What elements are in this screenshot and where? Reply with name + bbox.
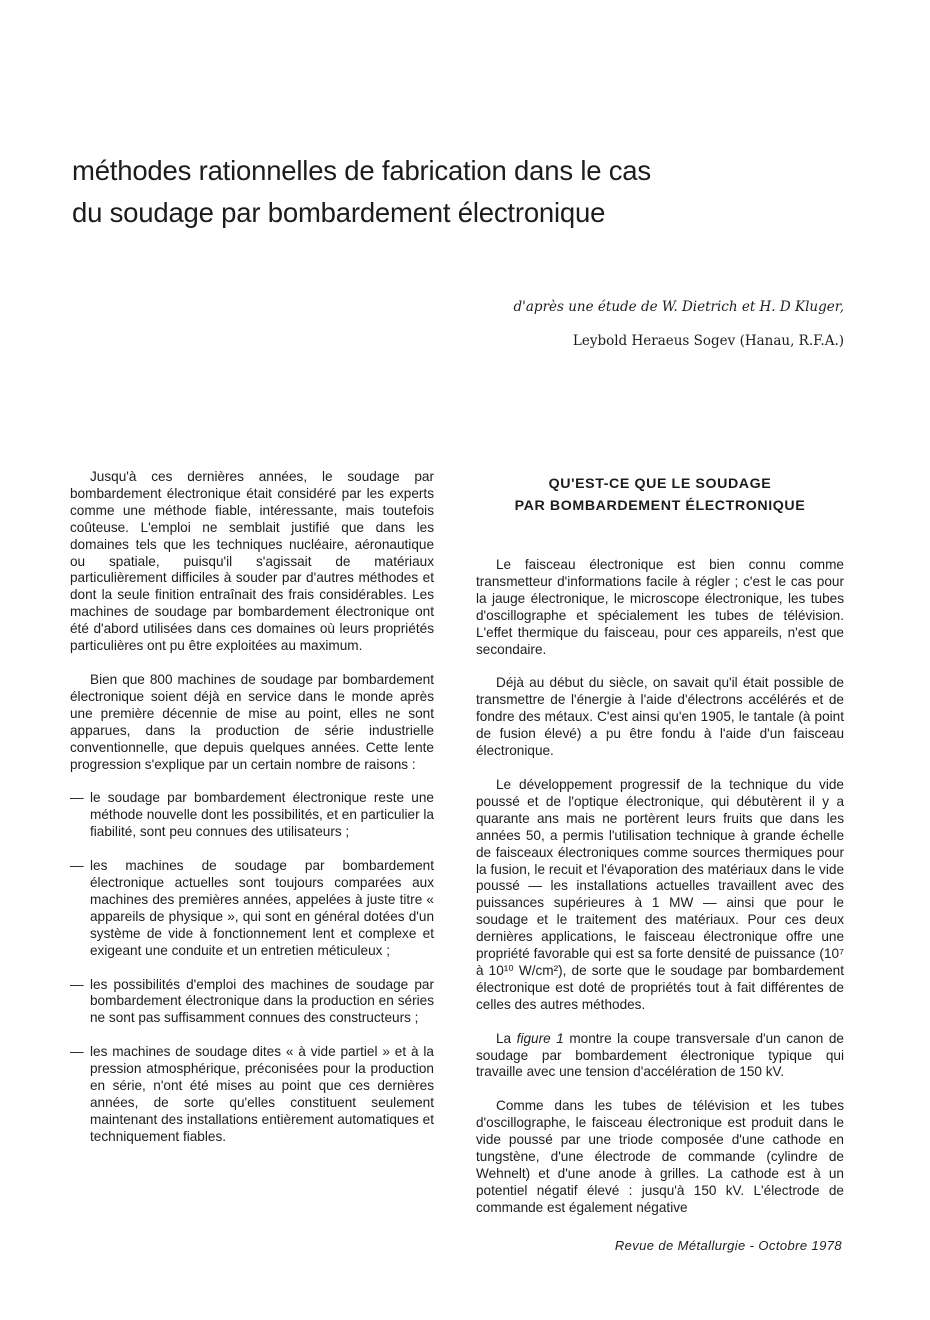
- right-column: [476, 469, 844, 1234]
- paragraph-rest: montre la coupe transversale d'un canon de soudage par bombardement électronique typique qui travaille avec une tension d'accélération de 150 kV.: [476, 1030, 844, 1080]
- reasons-list: [70, 790, 434, 1145]
- list-item-text: le soudage par bombardement électronique reste une méthode nouvelle dont les possibilités, et en particulier la fiabilité, sont peu connues des utilisateurs ;: [90, 790, 434, 840]
- left-column: [70, 469, 434, 1163]
- list-item-text: les possibilités d'emploi des machines de soudage par bombardement électronique dans la production en séries ne sont pas suffisamment connues des constructeurs ;: [90, 976, 434, 1026]
- article-title: [72, 150, 872, 234]
- list-item: [70, 977, 434, 1028]
- bullet-dash: —: [70, 858, 84, 874]
- byline-affiliation: Leybold Heraeus Sogev (Hanau, R.F.A.): [572, 333, 844, 349]
- list-item-text: les machines de soudage par bombardement électronique actuelles sont toujours comparées aux machines des premières années, appelées à juste titre « appareils de physique », qui sont en général dotées d'un système de vide à fonctionnement lent et complexe et exigeant une conduite et un entretien méticuleux ;: [90, 858, 434, 958]
- list-item: [70, 790, 434, 841]
- paragraph: Comme dans les tubes de télévision et les tubes d'oscillographe, le faisceau électronique est produit dans le vide poussé par une triode composée d'une cathode en tungstène, d'une électrode de commande (cylindre de Wehnelt) et d'une anode à grilles. La cathode est à un potentiel négatif élevé : jusqu'à 150 kV. L'électrode de commande est également négative: [476, 1098, 844, 1215]
- section-heading: [476, 473, 844, 517]
- section-heading-line-2: PAR BOMBARDEMENT ÉLECTRONIQUE: [514, 498, 806, 514]
- list-item-text: les machines de soudage dites « à vide partiel » et à la pression atmosphérique, préconisées pour la production en série, n'ont été mises au point que ces dernières années, de sorte qu'elles constituent seulement maintenant des installations entièrement automatiques et techniquement fiables.: [90, 1044, 434, 1144]
- intro-paragraph: Jusqu'à ces dernières années, le soudage par bombardement électronique était considéré par les experts comme une méthode fiable, intéressante, mais toutefois coûteuse. L'emploi ne semblait justifié que dans les domaines tels que les techniques nucléaire, aéronautique ou spatiale, puisqu'il s'agissait de matériaux particulièrement difficiles à souder par d'autres méthodes et dont la seule finition entraînait des frais considérables. Les machines de soudage par bombardement électronique ont été d'abord utilisées dans ces domaines où leurs propriétés particulières ont pu être exploitées au maximum.: [70, 469, 434, 654]
- bullet-dash: —: [70, 790, 84, 806]
- bullet-dash: —: [70, 976, 84, 992]
- bullet-dash: —: [70, 1044, 84, 1060]
- title-line-2: du soudage par bombardement électronique: [72, 197, 606, 228]
- paragraph-2: Bien que 800 machines de soudage par bombardement électronique soient déjà en service dans le monde après une première décennie de mise au point, elles ne sont apparues, dans la production de série industrielle conventionnelle, que depuis quelques années. Cette lente progression s'explique par un certain nombre de raisons :: [70, 671, 434, 772]
- list-item: [70, 858, 434, 959]
- title-line-1: méthodes rationnelles de fabrication dans le cas: [72, 155, 651, 186]
- byline: [514, 290, 844, 358]
- paragraph: Le faisceau électronique est bien connu comme transmetteur d'informations facile à régler ; c'est le cas pour la jauge électronique, le microscope électronique, les tubes d'oscillographe et spécialement les tubes de télévision. L'effet thermique du faisceau, pour ces appareils, n'est que secondaire.: [476, 557, 844, 657]
- section-heading-line-1: QU'EST-CE QUE LE SOUDAGE: [548, 476, 772, 492]
- byline-authors: d'après une étude de W. Dietrich et H. D Kluger,: [513, 299, 844, 315]
- figure-reference: figure 1: [516, 1030, 564, 1046]
- paragraph: Le développement progressif de la technique du vide poussé et de l'optique électronique, qui débutèrent il y a quarante ans mais ne portèrent leurs fruits que dans les années 50, a permis l'utilisation technique à grande échelle de faisceaux électroniques comme sources thermiques pour la fusion, le recuit et l'évaporation des matériaux dans le vide poussé — les installations actuelles travaillent avec des puissances supérieures à 1 MW — ainsi que pour le soudage et le traitement des matériaux. Pour ces deux dernières applications, le faisceau électronique offre une propriété favorable qui est sa forte densité de puissance (10⁷ à 10¹⁰ W/cm²), de sorte que le soudage par bombardement électronique est doté de propriétés tout à fait différentes de celles des autres méthodes.: [476, 776, 844, 1012]
- paragraph-prefix: La: [496, 1030, 517, 1046]
- paragraph: Déjà au début du siècle, on savait qu'il était possible de transmettre de l'énergie à l'aide d'électrons accélérés et de fondre des métaux. C'est ainsi qu'en 1905, le tantale (à point de fusion élevé) a pu être fondu à l'aide d'un faisceau électronique.: [476, 675, 844, 759]
- list-item: [70, 1044, 434, 1145]
- paragraph: [476, 1031, 844, 1082]
- page-footer: Revue de Métallurgie - Octobre 1978: [614, 1238, 842, 1253]
